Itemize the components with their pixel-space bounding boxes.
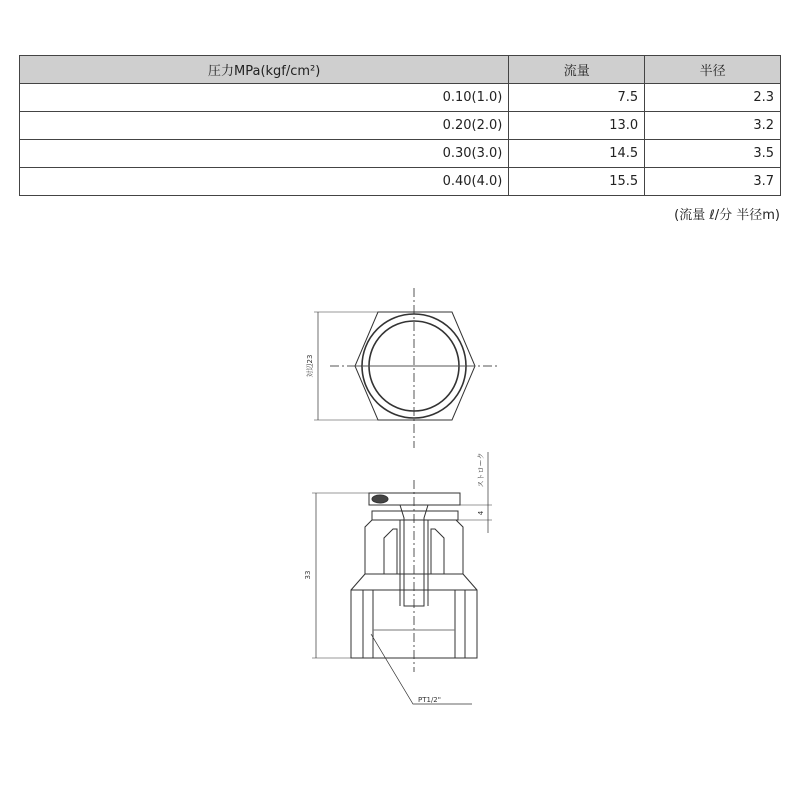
- across-flats-dim-label: 対辺23: [306, 354, 314, 378]
- thread-label: PT1/2": [418, 696, 441, 704]
- cell-radius: 3.5: [645, 140, 781, 168]
- unit-note: (流量 ℓ/分 半径m): [674, 208, 780, 223]
- cell-flow: 7.5: [509, 84, 645, 112]
- header-pressure: 圧力MPa(kgf/cm²): [20, 56, 509, 84]
- cell-pressure: 0.30(3.0): [20, 140, 509, 168]
- thread-leader: [371, 634, 472, 704]
- cell-flow: 14.5: [509, 140, 645, 168]
- cell-flow: 15.5: [509, 168, 645, 196]
- stroke-dim-label: 4: [477, 510, 485, 516]
- cell-radius: 3.7: [645, 168, 781, 196]
- height-dim-label: 33: [304, 570, 312, 580]
- stroke-label: ストローク: [477, 452, 485, 488]
- top-view: [314, 288, 500, 448]
- cell-pressure: 0.10(1.0): [20, 84, 509, 112]
- cell-radius: 2.3: [645, 84, 781, 112]
- header-radius: 半径: [645, 56, 781, 84]
- header-flow: 流量: [509, 56, 645, 84]
- cell-pressure: 0.20(2.0): [20, 112, 509, 140]
- cell-radius: 3.2: [645, 112, 781, 140]
- cell-pressure: 0.40(4.0): [20, 168, 509, 196]
- cell-flow: 13.0: [509, 112, 645, 140]
- side-view: [312, 452, 492, 704]
